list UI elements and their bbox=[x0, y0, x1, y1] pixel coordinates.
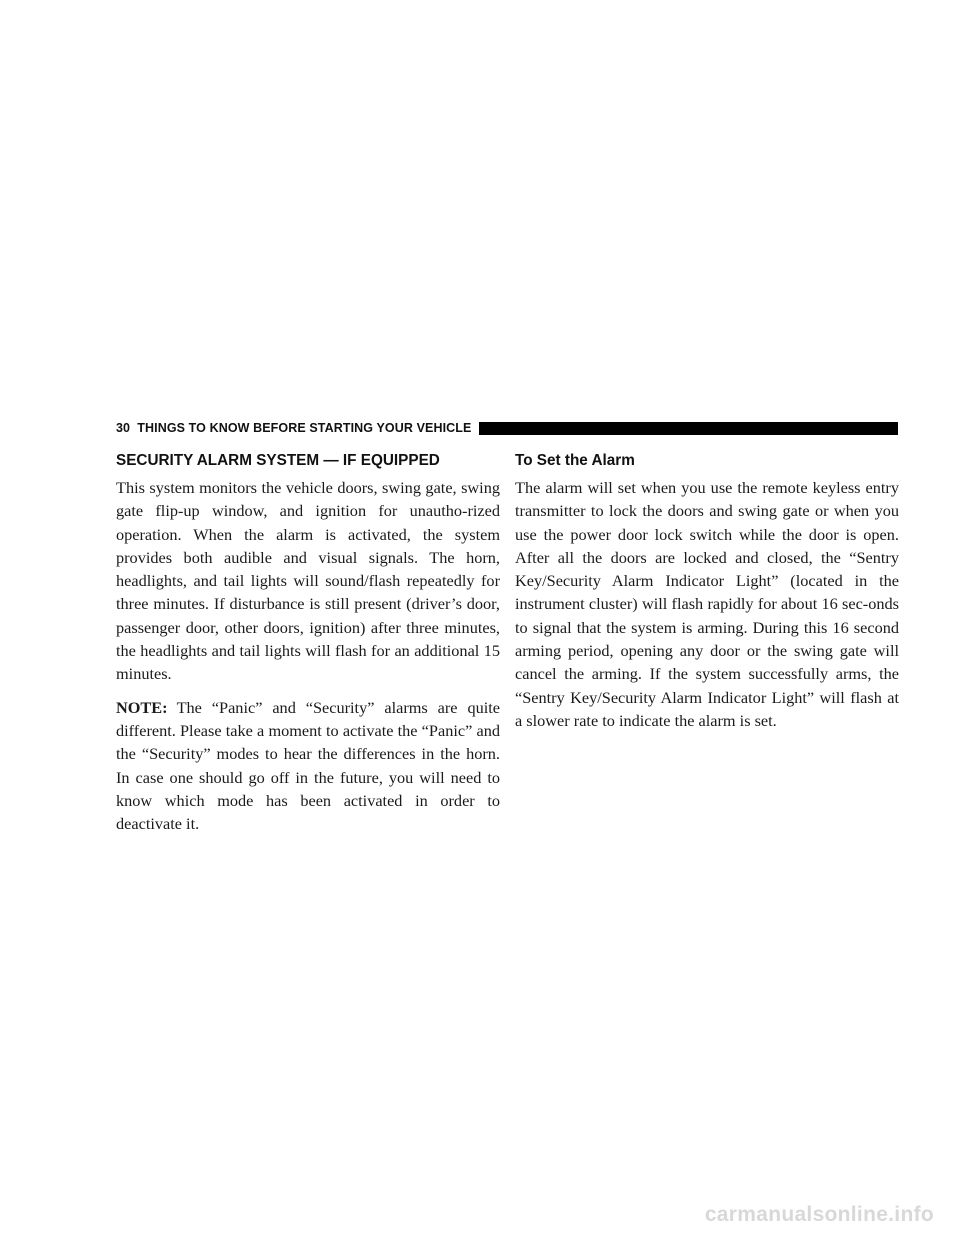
page-header bbox=[116, 419, 898, 437]
right-column bbox=[515, 451, 899, 742]
chapter-title: THINGS TO KNOW BEFORE STARTING YOUR VEHICLE bbox=[137, 421, 472, 435]
note-paragraph bbox=[116, 696, 500, 836]
security-alarm-description: This system monitors the vehicle doors, swing gate, swing gate flip-up window, and ignition for unautho-rized operation. When the alarm is activated, the system provides both audible and visual signals. The horn, headlights, and tail lights will sound/flash repeatedly for three minutes. If disturbance is still present (driver’s door, passenger door, other doors, ignition) after three minutes, the headlights and tail lights will flash for an additional 15 minutes. bbox=[116, 478, 500, 684]
watermark-text: carmanualsonline.info bbox=[704, 1203, 934, 1226]
note-label: NOTE: bbox=[116, 697, 168, 717]
left-column bbox=[116, 451, 500, 845]
section-heading-security-alarm: SECURITY ALARM SYSTEM — IF EQUIPPED bbox=[116, 452, 440, 469]
header-rule-bar bbox=[479, 422, 898, 435]
page-header-text bbox=[116, 421, 471, 435]
page-number: 30 bbox=[116, 421, 131, 435]
section-heading-set-alarm: To Set the Alarm bbox=[515, 452, 635, 469]
set-alarm-description: The alarm will set when you use the remote keyless entry transmitter to lock the doors and swing gate or when you use the power door lock switch while the door is open. After all the doors are locked and closed, the “Sentry Key/Security Alarm Indicator Light” (located in the instrument cluster) will flash rapidly for about 16 sec-onds to signal that the system is arming. During this 16 second arming period, opening any door or the swing gate will cancel the arming. If the system successfully arms, the “Sentry Key/Security Alarm Indicator Light” will flash at a slower rate to indicate the alarm is set. bbox=[515, 478, 899, 730]
note-text: The “Panic” and “Security” alarms are quite different. Please take a moment to activate the “Panic” and the “Security” modes to hear the differences in the horn. In case one should go off in the future, you will need to know which mode has been activated in order to deactivate it. bbox=[116, 697, 500, 834]
